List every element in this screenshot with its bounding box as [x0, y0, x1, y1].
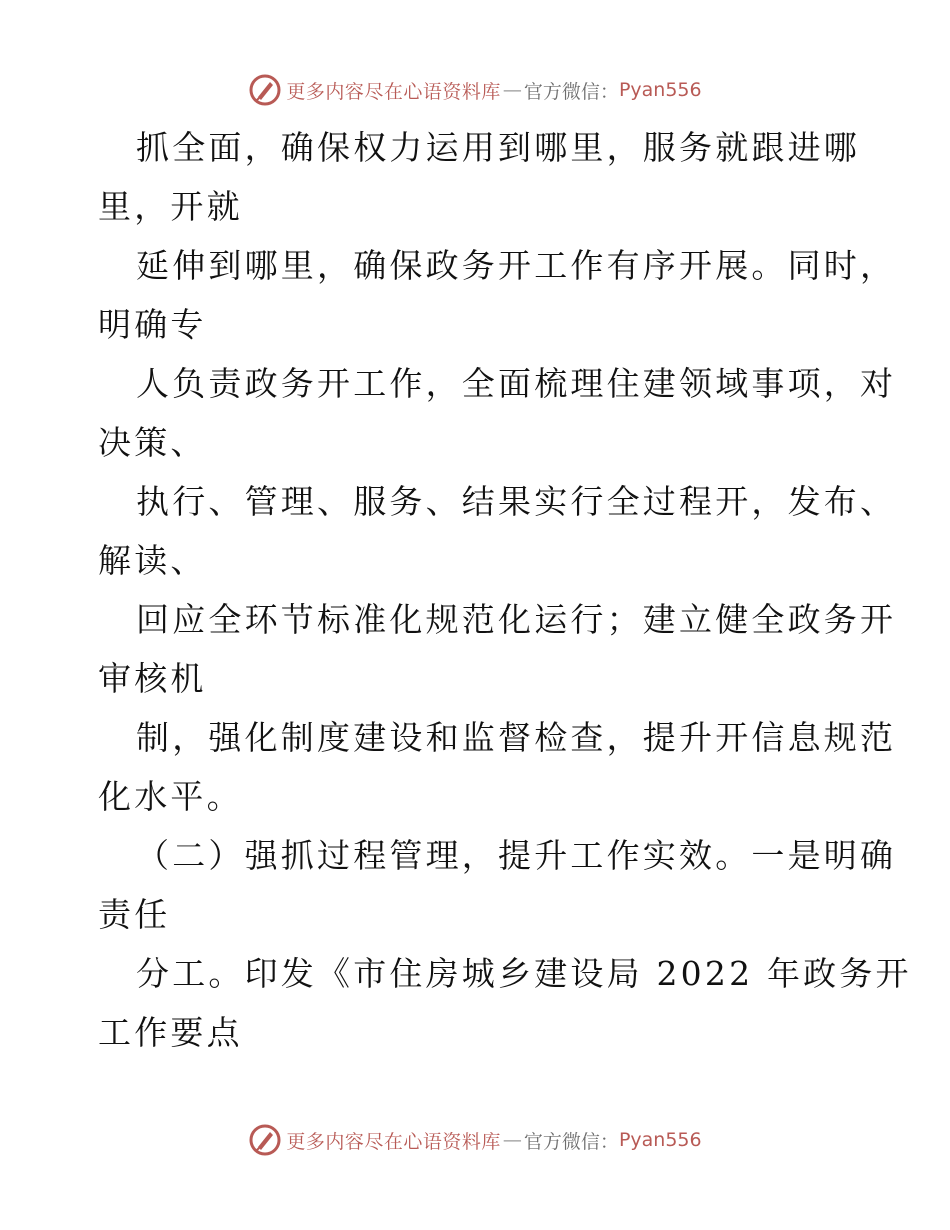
quill-pen-logo-icon [248, 73, 282, 107]
header-watermark [0, 70, 950, 110]
text-line: 执行、管理、服务、结果实行全过程开，发布、 [136, 482, 897, 521]
document-body [98, 118, 912, 1062]
text-line: 工作要点 [98, 1013, 243, 1052]
text-line: （二）强抓过程管理，提升工作实效。一是明确 [136, 836, 897, 875]
text-line: 化水平。 [98, 777, 243, 816]
watermark-separator: — [502, 79, 522, 101]
watermark-weixin-id: Pyan556 [618, 1129, 702, 1151]
text-line: 回应全环节标准化规范化运行；建立健全政务开 [136, 600, 897, 639]
text-line: 责任 [98, 895, 171, 934]
text-line: 决策、 [98, 423, 207, 462]
watermark-separator: — [502, 1129, 522, 1151]
text-line: 里，开就 [98, 187, 243, 226]
text-line: 制，强化制度建设和监督检查，提升开信息规范 [136, 718, 897, 757]
text-line: 延伸到哪里，确保政务开工作有序开展。同时， [136, 246, 897, 285]
text-line: 抓全面，确保权力运用到哪里，服务就跟进哪 [136, 128, 860, 167]
watermark-weixin-label: 官方微信： [523, 1130, 619, 1153]
text-line: 分工。印发《市住房城乡建设局 2022 年政务开 [136, 954, 912, 993]
quill-pen-logo-icon [248, 1123, 282, 1157]
watermark-text: 更多内容尽在心语资料库 [286, 1130, 501, 1153]
watermark-weixin-id: Pyan556 [618, 79, 702, 101]
text-line: 审核机 [98, 659, 207, 698]
text-line: 人负责政务开工作，全面梳理住建领域事项，对 [136, 364, 897, 403]
text-line: 明确专 [98, 305, 207, 344]
watermark-text: 更多内容尽在心语资料库 [286, 80, 501, 103]
text-line: 解读、 [98, 541, 207, 580]
footer-watermark [0, 1120, 950, 1160]
watermark-weixin-label: 官方微信： [523, 80, 619, 103]
